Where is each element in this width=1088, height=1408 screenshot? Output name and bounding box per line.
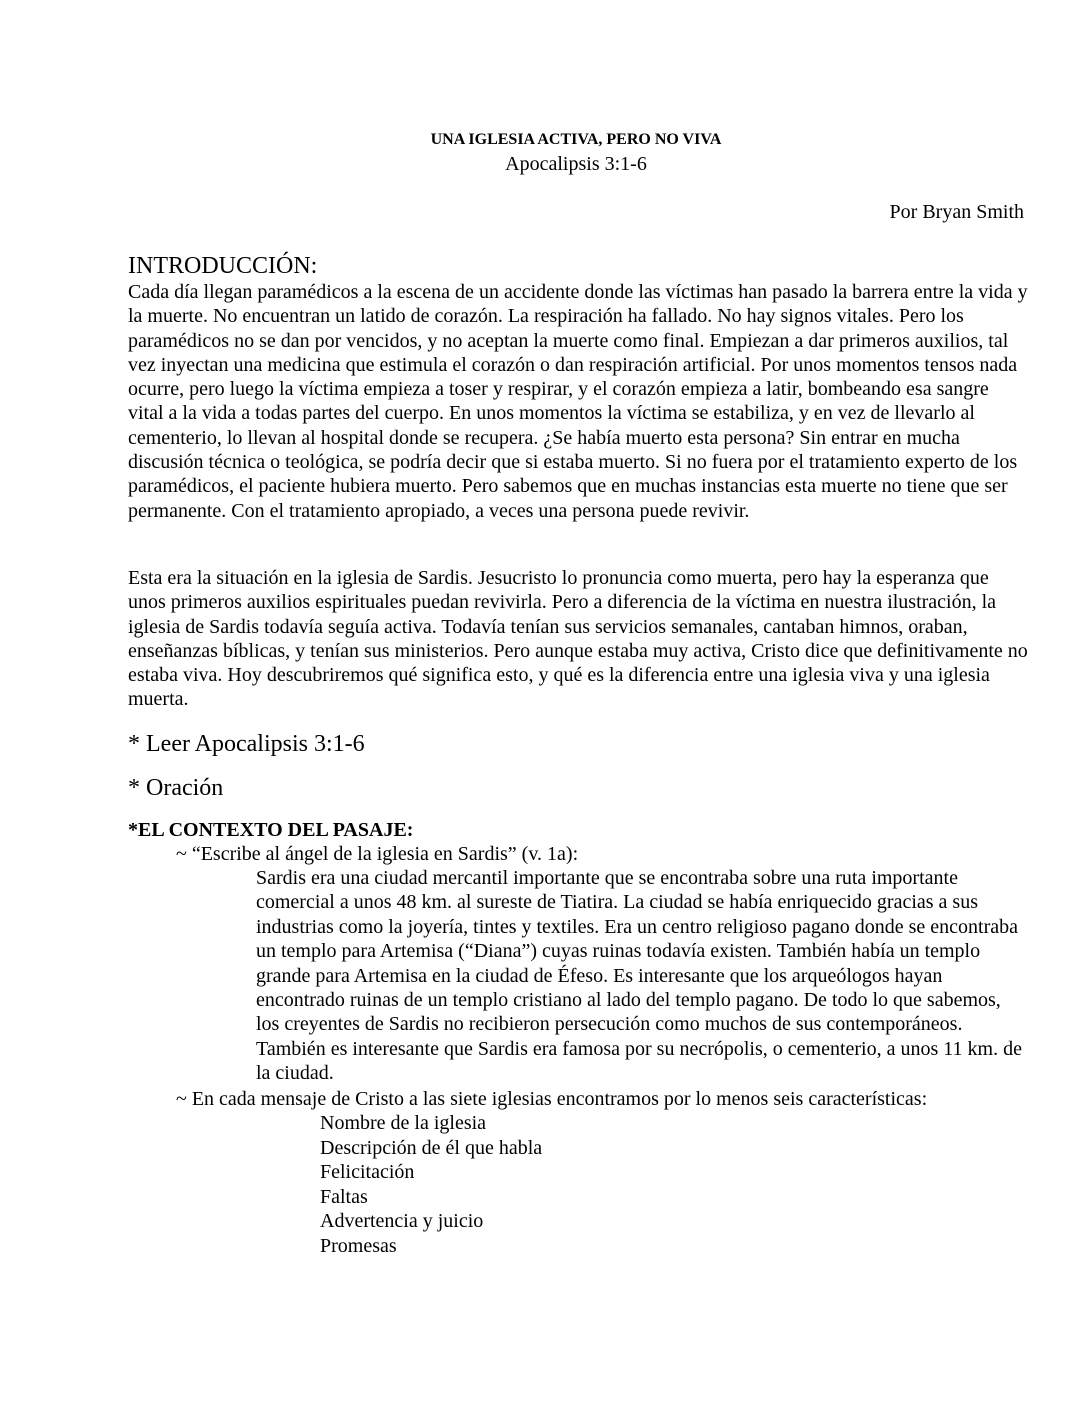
context-paragraph: Sardis era una ciudad mercantil importante que se encontraba sobre una ruta importante comercial a unos 48 km. al sureste de Tiatira. La ciudad se había enriquecido gracias a sus industrias como la joyería, tintes y textiles. Era un centro religioso pagano donde se encontraba un templo para Artemisa (“Diana”) cuyas ruinas todavía existen. También había un templo grande para Artemisa en la ciudad de Éfeso. Es interesante que los arqueólogos hayan encontrado ruinas de un templo cristiano al lado del templo pagano. De todo lo que sabemos, los creyentes de Sardis no recibieron persecución como muchos de sus contemporáneos. También es interesante que Sardis era famosa por su necrópolis, o cementerio, a unos 11 km. de la ciudad.	[256, 867, 1022, 1085]
read-passage-line: * Leer Apocalipsis 3:1-6	[128, 731, 365, 757]
intro-paragraph-1: Cada día llegan paramédicos a la escena de un accidente donde las víctimas han pasado la barrera entre la vida y la muerte. No encuentran un latido de corazón. La respiración ha fallado. No hay signos vitales. Pero los paramédicos no se dan por vencidos, y no aceptan la muerte como final. Empiezan a dar primeros auxilios, tal vez inyectan una medicina que estimula el corazón o dan respiración artificial. Por unos momentos tensos nada ocurre, pero luego la víctima empieza a toser y respirar, y el corazón empieza a latir, bombeando esa sangre vital a la vida a todas partes del cuerpo. En unos momentos la víctima se estabiliza, y en vez de llevarlo al cementerio, lo llevan al hospital donde se recupera. ¿Se había muerto esta persona? Sin entrar en mucha discusión técnica o teológica, se podría decir que si estaba muerto. Si no fuera por el tratamiento experto de los paramédicos, el paciente hubiera muerto. Pero sabemos que en muchas instancias esta muerte no tiene que ser permanente. Con el tratamiento apropiado, a veces una persona puede revivir.	[128, 281, 1028, 522]
characteristics-list	[320, 1111, 542, 1259]
context-bullet-1: ~ “Escribe al ángel de la iglesia en Sardis” (v. 1a):	[176, 843, 579, 865]
list-item: Felicitación	[320, 1161, 415, 1184]
list-item: Advertencia y juicio	[320, 1210, 484, 1233]
context-heading: *EL CONTEXTO DEL PASAJE:	[128, 819, 414, 841]
list-item: Faltas	[320, 1185, 368, 1208]
intro-paragraph-2: Esta era la situación en la iglesia de Sardis. Jesucristo lo pronuncia como muerta, pero hay la esperanza que unos primeros auxilios espirituales puedan revivirla. Pero a diferencia de la víctima en nuestra ilustración, la iglesia de Sardis todavía seguía activa. Todavía tenían sus servicios semanales, cantaban himnos, oraban, enseñanzas bíblicas, y tenían sus ministerios. Pero aunque estaba muy activa, Cristo dice que definitivamente no estaba viva. Hoy descubriremos qué significa esto, y qué es la diferencia entre una iglesia viva y una iglesia muerta.	[128, 567, 1028, 711]
list-item: Descripción de él que habla	[320, 1136, 543, 1159]
list-item: Nombre de la iglesia	[320, 1112, 487, 1134]
document-subtitle: Apocalipsis 3:1-6	[505, 153, 647, 175]
intro-heading: INTRODUCCIÓN:	[128, 253, 318, 279]
document-title: UNA IGLESIA ACTIVA, PERO NO VIVA	[430, 131, 722, 148]
list-item: Promesas	[320, 1234, 397, 1257]
prayer-line: * Oración	[128, 775, 224, 801]
author-line: Por Bryan Smith	[889, 201, 1024, 223]
context-bullet-2: ~ En cada mensaje de Cristo a las siete iglesias encontramos por lo menos seis características:	[176, 1088, 928, 1110]
